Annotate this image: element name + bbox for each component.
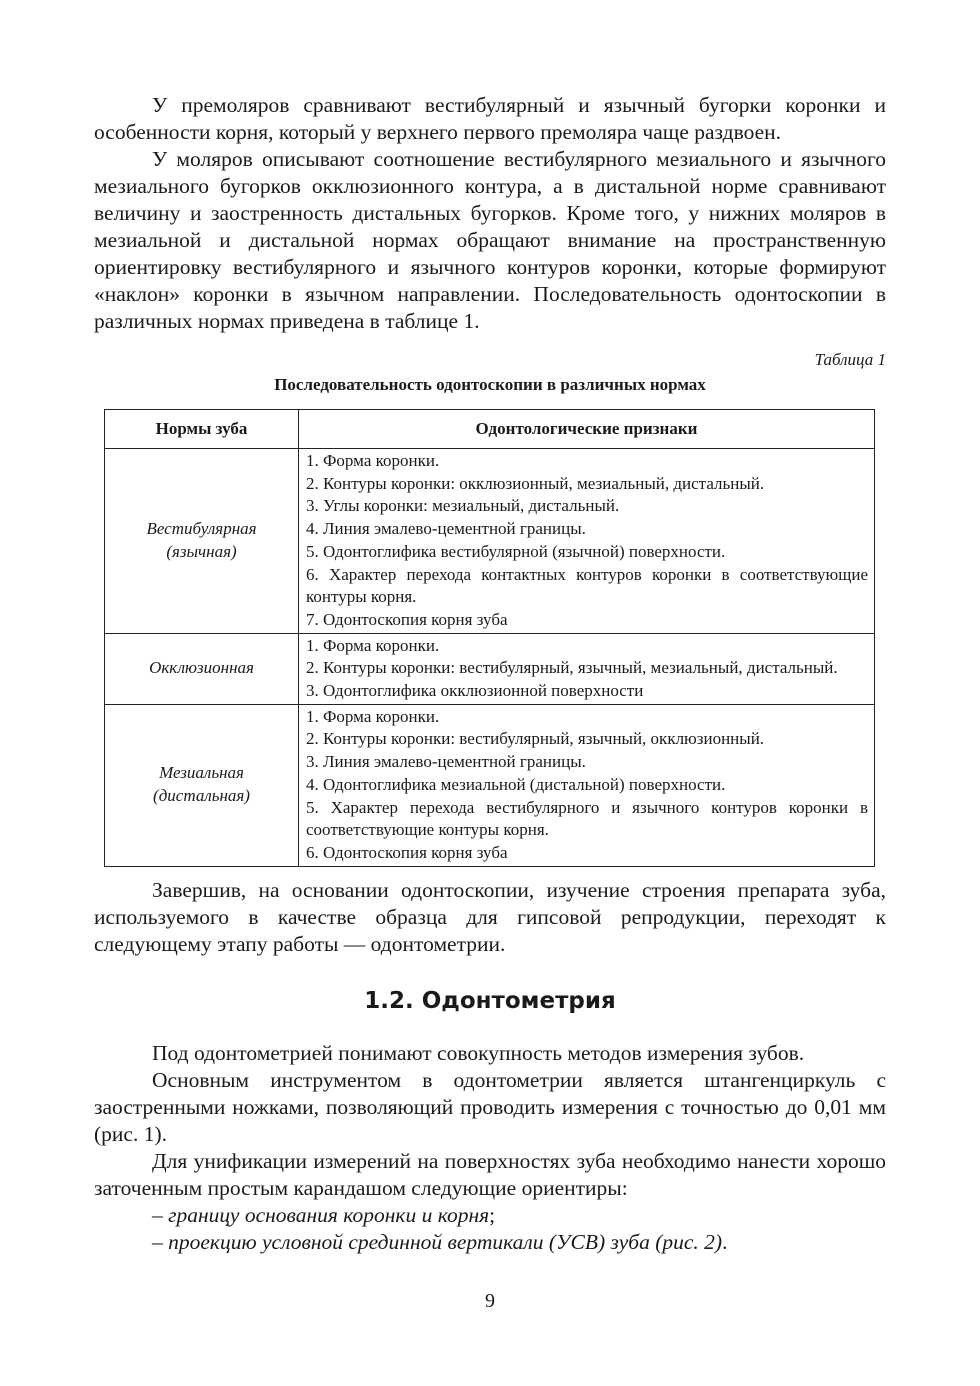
intro-paragraph-2: У моляров описывают соотношение вестибулярного мезиального и язычного мезиального бугорков окклюзионного контура, а в дистальной норме сравнивают величину и заостренность дистальных бугорков. Кроме того, у нижних моляров в мезиальной и дистальной нормах обращают внимание на пространственную ориентировку вестибулярного и язычного контуров коронки, которые формируют «наклон» коронки в язычном направлении. Последовательность одонтоскопии в различных нормах приведена в таблице 1.	[94, 147, 886, 333]
list-dash: –	[152, 1202, 169, 1227]
norm-label: Окклюзионная	[149, 658, 254, 678]
list-item-text: проекцию условной срединной вертикали (УСВ) зуба (рис. 2)	[168, 1229, 723, 1254]
feature-item: 4. Одонтоглифика мезиальной (дистальной) поверхности.	[306, 774, 726, 794]
norm-sublabel: (дистальная)	[153, 786, 250, 806]
norm-sublabel: (язычная)	[166, 541, 237, 561]
feature-item: 1. Форма коронки.	[306, 706, 440, 726]
section-heading: 1.2. Одонтометрия	[364, 987, 616, 1014]
table-row	[105, 633, 875, 704]
list-dash: –	[152, 1229, 169, 1254]
odontoscopy-table	[104, 409, 875, 867]
table-title: Последовательность одонтоскопии в различных нормах	[274, 375, 706, 394]
table-row	[105, 449, 875, 634]
header-features: Одонтологические признаки	[299, 410, 875, 449]
table-row	[105, 704, 875, 866]
feature-item: 2. Контуры коронки: вестибулярный, язычный, окклюзионный.	[306, 729, 765, 749]
norm-label: Вестибулярная	[146, 519, 257, 539]
feature-item: 6. Характер перехода контактных контуров коронки в соответствующие контуры корня.	[306, 564, 868, 607]
section-paragraph-3: Для унификации измерений на поверхностях зуба необходимо нанести хорошо заточенным простым карандашом следующие ориентиры:	[94, 1148, 886, 1200]
page-content	[94, 92, 886, 1256]
feature-item: 1. Форма коронки.	[306, 451, 440, 470]
list-item	[94, 1229, 886, 1256]
features-cell	[299, 704, 875, 866]
norm-cell	[105, 704, 299, 866]
feature-item: 6. Одонтоскопия корня зуба	[306, 842, 508, 862]
table-header-row	[105, 410, 875, 449]
list-item-end: ;	[489, 1202, 496, 1227]
list-item-text: границу основания коронки и корня	[168, 1202, 490, 1227]
feature-item: 3. Одонтоглифика окклюзионной поверхности	[306, 681, 644, 701]
feature-item: 2. Контуры коронки: окклюзионный, мезиальный, дистальный.	[306, 473, 765, 493]
feature-item: 3. Линия эмалево-цементной границы.	[306, 752, 586, 772]
table-number: Таблица 1	[814, 350, 886, 369]
norm-cell	[105, 449, 299, 634]
list-item	[94, 1202, 886, 1229]
feature-item: 1. Форма коронки.	[306, 635, 440, 655]
feature-item: 5. Характер перехода вестибулярного и язычного контуров коронки в соответствующие контуры корня.	[306, 797, 868, 840]
feature-item: 2. Контуры коронки: вестибулярный, язычный, мезиальный, дистальный.	[306, 658, 838, 678]
intro-paragraph-1: У премоляров сравнивают вестибулярный и язычный бугорки коронки и особенности корня, который у верхнего первого премоляра чаще раздвоен.	[94, 93, 886, 144]
feature-item: 3. Углы коронки: мезиальный, дистальный.	[306, 496, 620, 516]
features-cell	[299, 633, 875, 704]
features-cell	[299, 449, 875, 634]
list-item-end: .	[722, 1229, 728, 1254]
after-table-paragraph: Завершив, на основании одонтоскопии, изучение строения препарата зуба, используемого в качестве образца для гипсовой репродукции, переходят к следующему этапу работы — одонтометрии.	[94, 877, 886, 956]
section-paragraph-1: Под одонтометрией понимают совокупность методов измерения зубов.	[152, 1040, 805, 1065]
norm-cell	[105, 633, 299, 704]
feature-item: 5. Одонтоглифика вестибулярной (язычной) поверхности.	[306, 541, 726, 561]
feature-item: 7. Одонтоскопия корня зуба	[306, 609, 508, 629]
page-number: 9	[485, 1290, 495, 1312]
norm-label: Мезиальная	[159, 763, 244, 783]
section-paragraph-2: Основным инструментом в одонтометрии является штангенциркуль с заостренными ножками, позволяющий проводить измерения с точностью до 0,01 мм (рис. 1).	[94, 1067, 886, 1146]
feature-item: 4. Линия эмалево-цементной границы.	[306, 519, 586, 539]
header-norms: Нормы зуба	[105, 410, 299, 449]
